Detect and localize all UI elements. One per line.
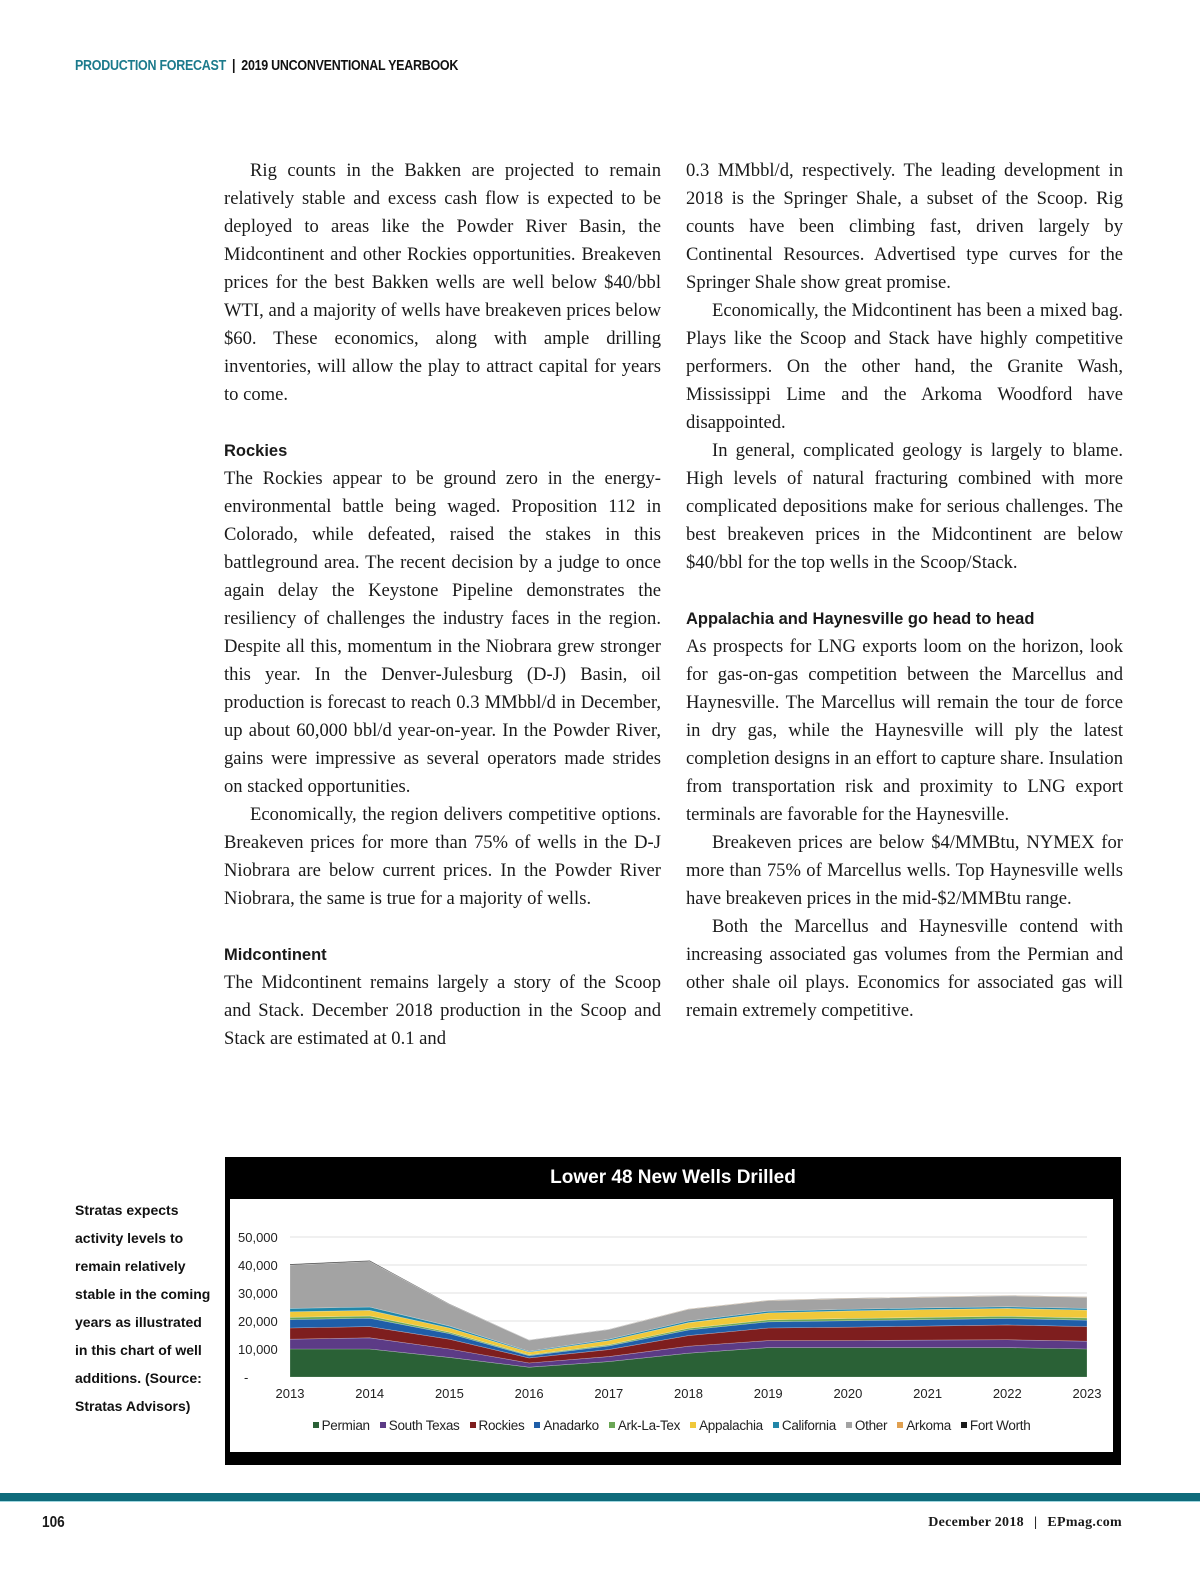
y-tick-label: 40,000 xyxy=(238,1258,278,1273)
chart-legend xyxy=(230,1418,1113,1433)
article-left-column xyxy=(224,157,661,1053)
x-tick-label: 2019 xyxy=(753,1386,783,1401)
legend-item xyxy=(470,1418,525,1433)
legend-swatch-icon xyxy=(897,1422,903,1428)
legend-label: Rockies xyxy=(478,1418,525,1433)
legend-label: Appalachia xyxy=(699,1418,763,1433)
legend-swatch-icon xyxy=(773,1422,779,1428)
y-tick-label: 50,000 xyxy=(238,1230,278,1245)
legend-item xyxy=(961,1418,1031,1433)
footer-separator: | xyxy=(1033,1515,1038,1530)
footer-rule xyxy=(0,1493,1200,1502)
legend-label: Permian xyxy=(321,1418,370,1433)
paragraph: As prospects for LNG exports loom on the horizon, look for gas-on-gas competition between the Marcellus and Haynesville. The Marcellus will remain the tour de force in dry gas, while the Haynesville will ply the latest completion designs in an effort to capture share. Insulation from transportation risk and proximity to LNG export terminals are favorable for the Haynesville. xyxy=(686,636,1124,825)
chart-title: Lower 48 New Wells Drilled xyxy=(550,1167,796,1188)
x-tick-label: 2018 xyxy=(674,1386,703,1401)
y-tick-label: 20,000 xyxy=(238,1314,278,1329)
y-tick-label: 10,000 xyxy=(238,1342,278,1357)
legend-swatch-icon xyxy=(470,1422,476,1428)
paragraph: Rig counts in the Bakken are projected to remain relatively stable and excess cash flow is expected to be deployed to areas like the Powder River Basin, the Midcontinent and other Rockies opportunities. Breakeven prices for the best Bakken wells are well below $40/bbl WTI, and a majority of wells have breakeven prices below $60. These economics, along with ample drilling inventories, will allow the play to attract capital for years to come. xyxy=(224,160,661,405)
legend-item xyxy=(690,1418,763,1433)
paragraph: Economically, the region delivers competitive options. Breakeven prices for more than 75% of wells in the D-J Niobrara are below current prices. In the Powder River Niobrara, the same is true for a majority of wells. xyxy=(224,804,661,909)
legend-label: California xyxy=(781,1418,836,1433)
x-tick-label: 2022 xyxy=(992,1386,1022,1401)
stacked-area-chart xyxy=(230,1199,1113,1414)
legend-swatch-icon xyxy=(961,1422,967,1428)
legend-item xyxy=(897,1418,951,1433)
paragraph: Breakeven prices are below $4/MMBtu, NYMEX for more than 75% of Marcellus wells. Top Haynesville wells have breakeven prices in the mid-$2/MMBtu range. xyxy=(686,832,1123,909)
legend-item xyxy=(313,1418,370,1433)
section-heading-rockies: Rockies xyxy=(224,442,288,460)
section-heading-midcontinent: Midcontinent xyxy=(224,946,327,964)
legend-swatch-icon xyxy=(313,1422,319,1428)
legend-label: Anadarko xyxy=(543,1418,599,1433)
y-tick-label: - xyxy=(244,1370,249,1385)
legend-label: South Texas xyxy=(388,1418,460,1433)
paragraph: Economically, the Midcontinent has been a mixed bag. Plays like the Scoop and Stack have highly competitive performers. On the other hand, the Granite Wash, Mississippi Lime and the Arkoma Woodford have disappointed. xyxy=(686,300,1123,433)
chart-plot-area xyxy=(230,1199,1113,1452)
paragraph: In general, complicated geology is largely to blame. High levels of natural fracturing combined with more complicated depositions make for serious challenges. The best breakeven prices in the Midcontinent are below $40/bbl for the top wells in the Scoop/Stack. xyxy=(686,440,1123,573)
legend-item xyxy=(380,1418,460,1433)
x-tick-label: 2014 xyxy=(355,1386,385,1401)
legend-swatch-icon xyxy=(846,1422,852,1428)
x-tick-label: 2021 xyxy=(913,1386,943,1401)
site-name: EPmag.com xyxy=(1047,1515,1122,1530)
paragraph: The Rockies appear to be ground zero in the energy-environmental battle being waged. Proposition 112 in Colorado, while defeated, raised the stakes in this battleground area. The recent decision by a judge to once again delay the Keystone Pipeline demonstrates the resiliency of challenges the industry faces in the region. Despite all this, momentum in the Niobrara grew stronger this year. In the Denver-Julesburg (D-J) Basin, oil production is forecast to reach 0.3 MMbbl/d in December, up about 60,000 bbl/d year-on-year. In the Powder River, gains were impressive as several operators made strides on stacked opportunities. xyxy=(224,468,661,797)
x-tick-label: 2016 xyxy=(514,1386,544,1401)
y-tick-label: 30,000 xyxy=(238,1286,278,1301)
issue-date: December 2018 xyxy=(928,1515,1024,1530)
legend-swatch-icon xyxy=(380,1422,386,1428)
legend-swatch-icon xyxy=(534,1422,540,1428)
x-tick-label: 2013 xyxy=(275,1386,305,1401)
x-tick-label: 2015 xyxy=(434,1386,464,1401)
legend-label: Ark-La-Tex xyxy=(617,1418,681,1433)
section-heading-appalachia: Appalachia and Haynesville go head to head xyxy=(686,610,1035,628)
legend-item xyxy=(846,1418,887,1433)
x-tick-label: 2020 xyxy=(833,1386,863,1401)
chart-figure xyxy=(225,1157,1121,1465)
x-tick-label: 2023 xyxy=(1072,1386,1102,1401)
page-number: 106 xyxy=(42,1514,65,1531)
legend-label: Arkoma xyxy=(906,1418,951,1433)
legend-swatch-icon xyxy=(690,1422,696,1428)
legend-item xyxy=(773,1418,836,1433)
article-right-column xyxy=(686,157,1123,1025)
paragraph: 0.3 MMbbl/d, respectively. The leading development in 2018 is the Springer Shale, a subset of the Scoop. Rig counts have been climbing fast, driven largely by Continental Resources. Advertised type curves for the Springer Shale show great promise. xyxy=(686,160,1123,293)
header-separator: | xyxy=(232,58,236,74)
section-label: PRODUCTION FORECAST xyxy=(75,58,226,74)
paragraph: The Midcontinent remains largely a story of the Scoop and Stack. December 2018 production in the Scoop and Stack are estimated at 0.1 and xyxy=(224,972,661,1049)
legend-label: Fort Worth xyxy=(969,1418,1031,1433)
publication-title: 2019 UNCONVENTIONAL YEARBOOK xyxy=(241,58,459,74)
legend-label: Other xyxy=(854,1418,888,1433)
footer-issue-info xyxy=(928,1515,1122,1531)
x-tick-label: 2017 xyxy=(594,1386,624,1401)
paragraph: Both the Marcellus and Haynesville contend with increasing associated gas volumes from the Permian and other shale oil plays. Economics for associated gas will remain extremely competitive. xyxy=(686,916,1123,1021)
legend-swatch-icon xyxy=(609,1422,615,1428)
legend-item xyxy=(534,1418,598,1433)
running-head xyxy=(75,58,458,74)
legend-item xyxy=(609,1418,680,1433)
chart-caption: Stratas expects activity levels to remain relatively stable in the coming years as illustrated in this chart of well additions. (Source: Stratas Advisors) xyxy=(75,1202,211,1414)
